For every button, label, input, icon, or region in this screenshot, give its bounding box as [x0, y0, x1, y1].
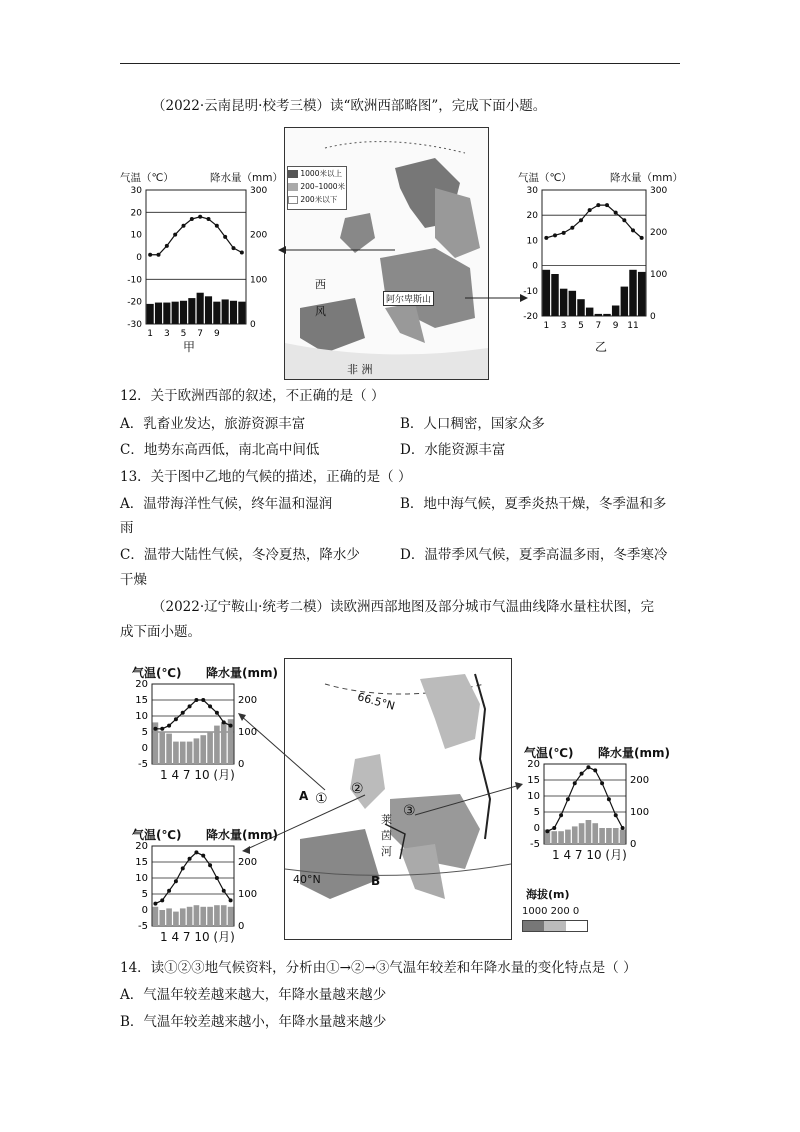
temp-point	[160, 727, 164, 731]
precip-bar	[221, 905, 227, 926]
temp-point	[223, 235, 227, 239]
precip-axis-label: 降水量（mm）	[210, 172, 283, 184]
section1-intro: （2022·云南昆明·校考三模）读“欧洲西部略图”，完成下面小题。	[152, 98, 547, 114]
temp-point	[222, 889, 226, 893]
temp-tick-label: 0	[532, 261, 538, 272]
header-rule	[120, 63, 680, 64]
temp-point	[181, 866, 185, 870]
temp-point	[181, 711, 185, 715]
precip-tick-label: 100	[650, 270, 668, 280]
temp-point	[173, 233, 177, 237]
point-3-label: ③	[403, 803, 416, 819]
temp-point	[559, 813, 563, 817]
precip-tick-label: 200	[650, 228, 668, 238]
temp-point	[579, 218, 583, 222]
river-char-1: 莱	[381, 813, 392, 826]
temp-tick-label: 30	[130, 186, 142, 196]
temp-point	[198, 215, 202, 219]
precip-tick-label: 100	[238, 727, 258, 738]
precip-bar	[159, 732, 165, 764]
month-tick-label: 1	[543, 321, 550, 331]
q13-option-b[interactable]: B．地中海气候，夏季炎热干燥，冬季温和多	[400, 496, 667, 512]
precip-bar	[603, 314, 610, 316]
temp-point	[215, 711, 219, 715]
precip-bar	[569, 291, 576, 316]
precip-tick-label: 100	[250, 275, 268, 286]
chart-3-plot	[520, 760, 670, 850]
temp-point	[188, 857, 192, 861]
temp-tick-label: 0	[136, 253, 142, 263]
temp-point	[622, 218, 626, 222]
precip-bar	[214, 726, 220, 764]
temp-point	[545, 829, 549, 833]
temp-point	[188, 704, 192, 708]
temp-point	[174, 879, 178, 883]
precip-bar	[194, 905, 200, 926]
temp-point	[208, 863, 212, 867]
month-tick-label: 3	[560, 321, 567, 331]
temp-point	[215, 876, 219, 880]
precip-bar	[200, 907, 206, 926]
temp-point	[182, 224, 186, 228]
month-tick-label: 9	[612, 321, 619, 331]
temp-point	[148, 253, 152, 257]
precip-bar	[222, 299, 229, 324]
temp-point	[194, 698, 198, 702]
temp-point	[201, 854, 205, 858]
month-tick-label: 5	[578, 321, 584, 331]
climate-chart-2	[128, 826, 278, 946]
river-char-2: 茵	[381, 829, 392, 842]
precip-bar	[620, 830, 626, 844]
point-b-label: B	[371, 874, 381, 888]
q12-option-b[interactable]: B．人口稠密，国家众多	[400, 416, 545, 432]
temp-point	[580, 772, 584, 776]
temp-point	[240, 251, 244, 255]
chart-1-plot	[128, 680, 278, 770]
temp-tick-label: 15	[527, 775, 540, 786]
map1-arrows	[270, 240, 530, 310]
temp-line	[547, 767, 622, 831]
precip-bar	[187, 742, 193, 764]
temp-axis-label: 气温(℃)	[524, 746, 574, 760]
precip-tick-label: 200	[238, 857, 258, 868]
precip-bar	[197, 293, 204, 324]
climate-chart-3	[520, 744, 670, 864]
temp-tick-label: 10	[135, 711, 148, 722]
temp-line	[150, 217, 242, 255]
precip-tick-label: 100	[630, 807, 650, 818]
temp-tick-label: 15	[135, 857, 148, 868]
precip-bar	[221, 722, 227, 764]
temp-point	[614, 813, 618, 817]
temp-point	[153, 727, 157, 731]
precip-bar	[213, 302, 220, 324]
precip-axis-label: 降水量(mm)	[598, 746, 670, 760]
precip-bar	[638, 272, 645, 316]
legend-title: 海拔(m)	[526, 888, 570, 901]
temp-tick-label: 5	[141, 727, 148, 738]
precip-bar	[613, 828, 619, 844]
temp-point	[605, 203, 609, 207]
legend-mid: 200–1000米	[300, 182, 346, 191]
precip-bar	[159, 910, 165, 926]
month-tick-label: 11	[627, 321, 639, 331]
q13-option-d-cont: 干燥	[120, 572, 147, 588]
temp-line	[546, 205, 641, 238]
temp-point	[215, 224, 219, 228]
temp-point	[544, 236, 548, 240]
precip-bar	[155, 303, 162, 324]
precip-bar	[579, 823, 585, 844]
temp-tick-label: -5	[138, 921, 148, 932]
month-tick-label: 1	[147, 329, 154, 339]
temp-tick-label: 20	[135, 842, 148, 852]
climate-chart-1	[128, 664, 278, 784]
chart-caption: 乙	[595, 340, 608, 354]
month-axis-label: 1 4 7 10 (月)	[552, 848, 627, 862]
precip-bar	[147, 304, 154, 324]
river-char-3: 河	[381, 845, 392, 858]
precip-bar	[187, 907, 193, 926]
precip-bar	[565, 830, 571, 844]
precip-bar	[205, 296, 212, 324]
precip-bar	[558, 831, 564, 844]
temp-point	[174, 717, 178, 721]
precip-tick-label: 200	[630, 775, 650, 786]
temp-tick-label: 10	[135, 873, 148, 884]
temp-axis-label: 气温(℃)	[132, 666, 182, 680]
precip-bar	[188, 298, 195, 324]
legend-low: 200米以下	[300, 195, 338, 204]
temp-tick-label: 10	[527, 791, 540, 802]
month-tick-label: 7	[595, 321, 602, 331]
temp-line	[155, 700, 230, 729]
q13-option-b-cont: 雨	[120, 520, 134, 536]
temp-axis-label: 气温（℃）	[120, 172, 174, 184]
temp-point	[190, 217, 194, 221]
wind-label-1: 西	[315, 278, 326, 291]
precip-bar	[238, 302, 245, 324]
precip-tick-label: 0	[630, 839, 637, 850]
temp-point	[640, 236, 644, 240]
precip-bar	[194, 738, 200, 764]
temp-tick-label: 5	[141, 889, 148, 900]
temp-point	[621, 826, 625, 830]
map-legend	[287, 166, 347, 210]
precip-bar	[629, 270, 636, 316]
q14-option-a[interactable]: A．气温年较差越来越大，年降水量越来越少	[120, 987, 387, 1003]
q13-option-a[interactable]: A．温带海洋性气候，终年温和湿润	[120, 496, 333, 512]
precip-bar	[612, 306, 619, 317]
temp-tick-label: -20	[523, 312, 538, 322]
temp-tick-label: 20	[526, 211, 538, 222]
alps-label: 阿尔卑斯山	[383, 291, 434, 306]
precip-tick-label: 100	[238, 889, 258, 900]
precip-bar	[577, 299, 584, 316]
temp-point	[631, 228, 635, 232]
legend-high: 1000米以上	[300, 169, 342, 178]
temp-point	[600, 781, 604, 785]
lat-66-label: 66.5°N	[355, 690, 397, 713]
precip-bar	[180, 301, 187, 324]
temp-point	[593, 768, 597, 772]
lat-40-label: 40°N	[293, 873, 321, 886]
precip-bar	[551, 274, 558, 316]
temp-point	[588, 208, 592, 212]
point-2-label: ②	[351, 781, 364, 797]
precip-tick-label: 300	[250, 186, 268, 196]
temp-tick-label: -20	[127, 297, 142, 308]
q12-option-c[interactable]: C．地势东高西低，南北高中间低	[120, 442, 320, 458]
section2-intro-cont: 成下面小题。	[120, 624, 201, 640]
month-axis-label: 1 4 7 10 (月)	[160, 768, 235, 782]
temp-tick-label: -5	[138, 759, 148, 770]
precip-bar	[173, 912, 179, 926]
temp-tick-label: 0	[141, 905, 148, 916]
precip-bar	[153, 907, 159, 926]
elevation-legend	[520, 886, 590, 936]
temp-tick-label: 20	[130, 208, 142, 219]
precip-bar	[560, 289, 567, 316]
temp-tick-label: -30	[127, 320, 142, 330]
temp-tick-label: 10	[130, 230, 142, 241]
temp-axis-label: 气温(℃)	[132, 828, 182, 842]
precip-bar	[214, 905, 220, 926]
precip-bar	[163, 303, 170, 324]
temp-point	[614, 211, 618, 215]
temp-point	[201, 698, 205, 702]
precip-bar	[586, 820, 592, 844]
precip-tick-label: 200	[250, 230, 268, 241]
temp-tick-label: 20	[135, 680, 148, 690]
wind-label-2: 风	[315, 305, 326, 318]
precip-bar	[228, 907, 234, 926]
chart-2-plot	[128, 842, 278, 932]
q13-stem: 13．关于图中乙地的气候的描述，正确的是（ ）	[120, 469, 412, 485]
q13-option-d[interactable]: D．温带季风气候，夏季高温多雨，冬季寒冷	[400, 547, 668, 563]
temp-tick-label: 20	[527, 760, 540, 770]
precip-bar	[595, 314, 602, 316]
temp-point	[194, 850, 198, 854]
q12-option-a[interactable]: A．乳畜业发达，旅游资源丰富	[120, 416, 306, 432]
temp-point	[232, 246, 236, 250]
precip-bar	[173, 742, 179, 764]
section2-intro: （2022·辽宁鞍山·统考二模）读欧洲西部地图及部分城市气温曲线降水量柱状图，完	[152, 599, 654, 615]
q14-stem: 14．读①②③地气候资料，分析由①→②→③气温年较差和年降水量的变化特点是（ ）	[120, 960, 637, 976]
temp-point	[570, 226, 574, 230]
precip-bar	[166, 734, 172, 764]
temp-point	[552, 826, 556, 830]
temp-point	[167, 724, 171, 728]
temp-point	[160, 898, 164, 902]
temp-point	[222, 720, 226, 724]
climate-chart-jia	[118, 166, 283, 356]
temp-tick-label: -5	[530, 839, 540, 850]
precip-tick-label: 0	[238, 921, 245, 932]
temp-tick-label: 0	[141, 743, 148, 754]
temp-point	[165, 244, 169, 248]
temp-point	[562, 231, 566, 235]
temp-point	[586, 765, 590, 769]
temp-point	[596, 203, 600, 207]
legend-values: 1000 200 0	[522, 906, 580, 917]
precip-bar	[551, 831, 557, 844]
temp-tick-label: 30	[526, 186, 538, 196]
precip-bar	[543, 270, 550, 316]
precip-bar	[599, 828, 605, 844]
temp-tick-label: 15	[135, 695, 148, 706]
temp-tick-label: 0	[533, 823, 540, 834]
q12-option-d[interactable]: D．水能资源丰富	[400, 442, 506, 458]
precip-tick-label: 0	[238, 759, 245, 770]
q12-stem: 12．关于欧洲西部的叙述，不正确的是（ ）	[120, 388, 385, 404]
temp-point	[573, 781, 577, 785]
precip-bar	[166, 908, 172, 926]
month-tick-label: 3	[163, 329, 170, 339]
temp-axis-label: 气温（℃）	[518, 172, 572, 184]
point-1-label: ①	[315, 791, 328, 807]
precip-axis-label: 降水量（mm）	[610, 172, 683, 184]
chart-jia-plot	[118, 184, 278, 354]
chart-caption: 甲	[183, 340, 196, 354]
temp-point	[229, 898, 233, 902]
africa-label: 非 洲	[347, 363, 373, 376]
precip-bar	[572, 826, 578, 844]
precip-bar	[621, 287, 628, 316]
chart-yi-plot	[510, 184, 685, 354]
temp-tick-label: 5	[533, 807, 540, 818]
temp-point	[607, 797, 611, 801]
precip-tick-label: 0	[250, 320, 256, 330]
precip-tick-label: 200	[238, 695, 258, 706]
precip-bar	[200, 735, 206, 764]
q13-option-c[interactable]: C．温带大陆性气候，冬冷夏热，降水少	[120, 547, 360, 563]
precip-bar	[172, 302, 179, 324]
point-a-label: A	[299, 789, 309, 803]
temp-tick-label: -10	[523, 286, 538, 297]
temp-tick-label: -10	[127, 275, 142, 286]
temp-point	[553, 233, 557, 237]
month-tick-label: 9	[213, 329, 220, 339]
temp-point	[566, 797, 570, 801]
precip-bar	[207, 732, 213, 764]
precip-tick-label: 0	[650, 312, 656, 322]
temp-point	[229, 724, 233, 728]
precip-bar	[180, 908, 186, 926]
month-tick-label: 5	[180, 329, 187, 339]
month-tick-label: 7	[197, 329, 204, 339]
temp-point	[153, 902, 157, 906]
precip-bar	[606, 828, 612, 844]
temp-point	[167, 889, 171, 893]
temp-point	[208, 704, 212, 708]
month-axis-label: 1 4 7 10 (月)	[160, 930, 235, 944]
precip-bar	[592, 823, 598, 844]
precip-tick-label: 300	[650, 186, 668, 196]
precip-bar	[207, 907, 213, 926]
temp-point	[207, 217, 211, 221]
temp-point	[157, 253, 161, 257]
precip-bar	[180, 742, 186, 764]
temp-tick-label: 10	[526, 236, 538, 247]
precip-bar	[230, 301, 237, 324]
climate-chart-yi	[510, 166, 685, 356]
precip-bar	[586, 308, 593, 316]
precip-axis-label: 降水量(mm)	[206, 828, 278, 842]
q14-option-b[interactable]: B．气温年较差越来越小，年降水量越来越少	[120, 1014, 387, 1030]
precip-axis-label: 降水量(mm)	[206, 666, 278, 680]
